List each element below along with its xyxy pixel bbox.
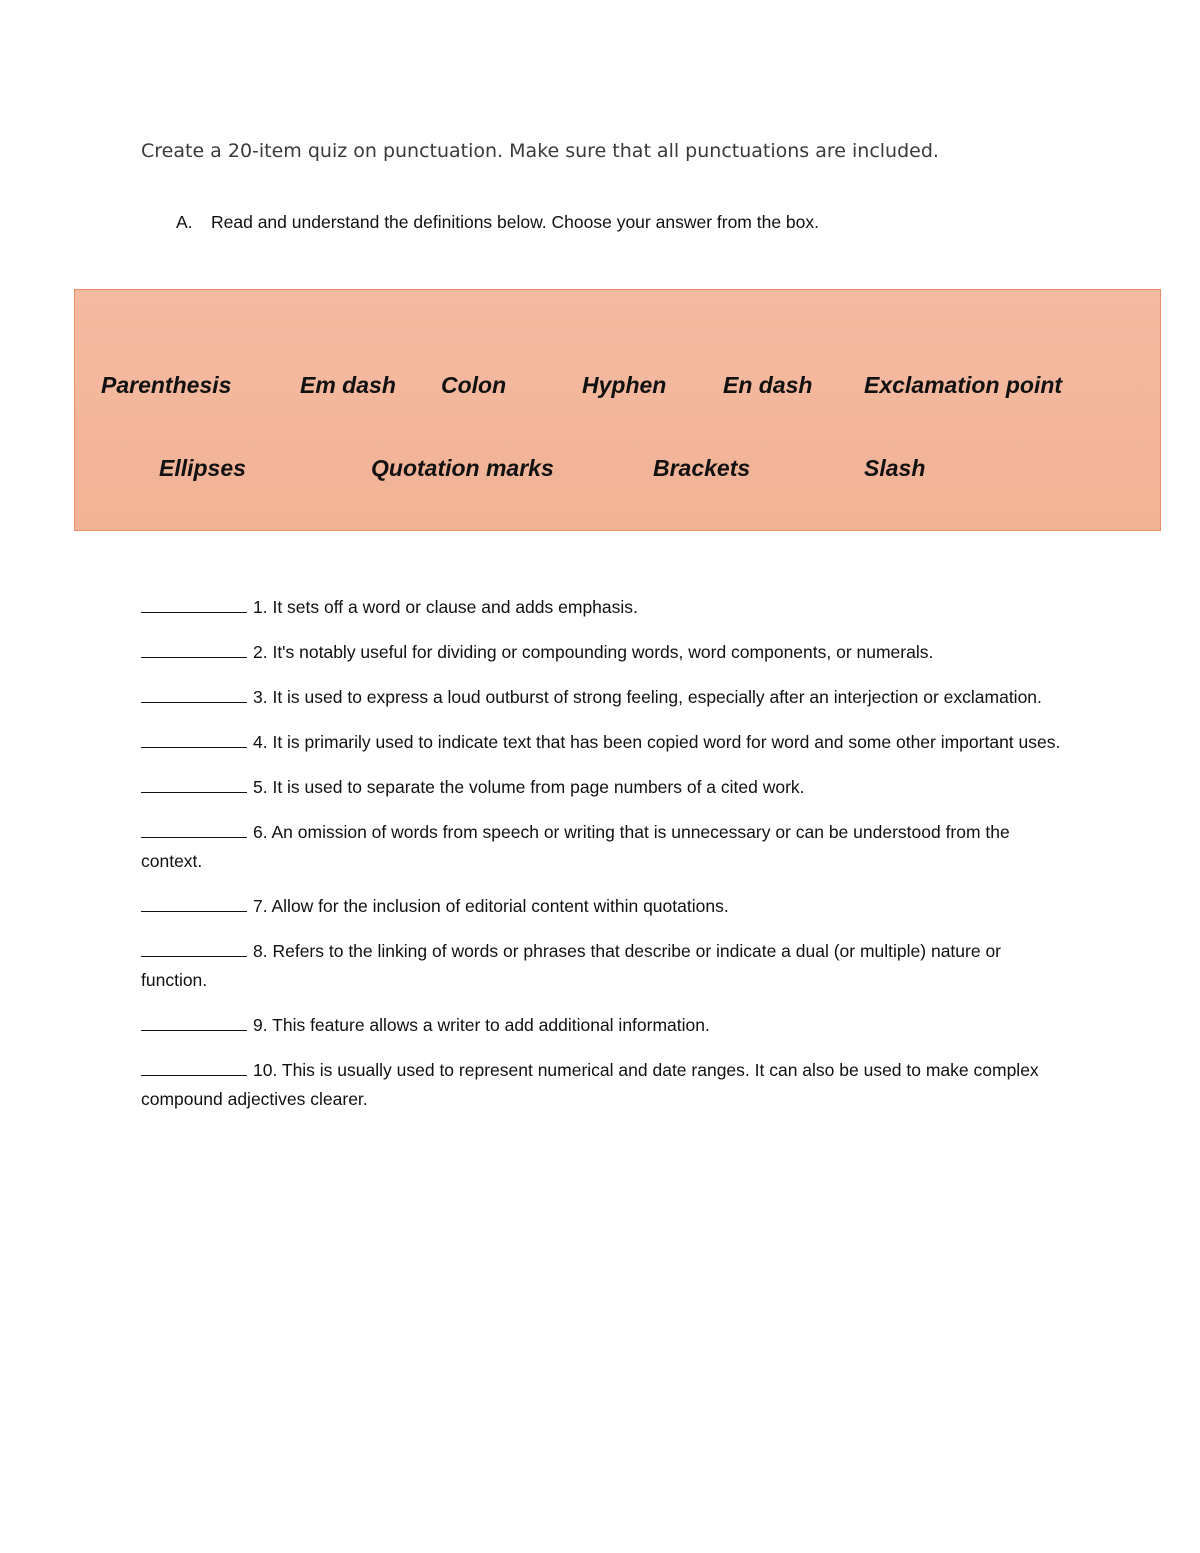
quiz-item [141, 682, 1071, 712]
choice-colon: Colon [441, 372, 507, 398]
answer-blank[interactable] [141, 772, 247, 793]
item-text: 8. Refers to the linking of words or phrases that describe or indicate a dual (or multiple) nature or function. [141, 941, 1002, 990]
quiz-item [141, 1055, 1071, 1114]
answer-blank[interactable] [141, 1055, 247, 1076]
item-text: 1. It sets off a word or clause and adds emphasis. [253, 597, 638, 617]
item-text: 9. This feature allows a writer to add additional information. [253, 1015, 710, 1035]
item-text: 6. An omission of words from speech or writing that is unnecessary or can be understood from the context. [141, 822, 1010, 871]
answer-blank[interactable] [141, 682, 247, 703]
section-marker: A. [176, 212, 193, 232]
choice-quotation-marks: Quotation marks [371, 455, 554, 481]
quiz-item [141, 936, 1071, 995]
answer-blank[interactable] [141, 727, 247, 748]
item-text: 5. It is used to separate the volume from page numbers of a cited work. [253, 777, 805, 797]
answer-blank[interactable] [141, 891, 247, 912]
choice-em-dash: Em dash [300, 372, 396, 398]
quiz-instruction: Create a 20-item quiz on punctuation. Make sure that all punctuations are included. [141, 140, 939, 162]
quiz-item [141, 637, 1071, 667]
choice-brackets: Brackets [653, 455, 751, 481]
quiz-item [141, 817, 1071, 876]
item-text: 3. It is used to express a loud outburst of strong feeling, especially after an interjection or exclamation. [253, 687, 1042, 707]
choice-en-dash: En dash [723, 372, 813, 398]
item-text: 10. This is usually used to represent numerical and date ranges. It can also be used to make complex compound adjectives clearer. [141, 1060, 1039, 1109]
answer-blank[interactable] [141, 1010, 247, 1031]
choice-hyphen: Hyphen [582, 372, 667, 398]
quiz-item [141, 1010, 1071, 1040]
section-text: Read and understand the definitions below. Choose your answer from the box. [211, 212, 820, 232]
answer-blank[interactable] [141, 637, 247, 658]
answer-choice-box [74, 289, 1161, 531]
choice-ellipses: Ellipses [159, 455, 246, 481]
section-a-heading [176, 212, 819, 233]
answer-blank[interactable] [141, 592, 247, 613]
item-text: 7. Allow for the inclusion of editorial content within quotations. [253, 896, 729, 916]
item-text: 2. It's notably useful for dividing or compounding words, word components, or numerals. [253, 642, 934, 662]
quiz-items [141, 592, 1071, 1129]
quiz-item [141, 592, 1071, 622]
quiz-item [141, 772, 1071, 802]
answer-blank[interactable] [141, 936, 247, 957]
quiz-item [141, 727, 1071, 757]
item-text: 4. It is primarily used to indicate text that has been copied word for word and some other important uses. [253, 732, 1061, 752]
answer-blank[interactable] [141, 817, 247, 838]
choice-slash: Slash [864, 455, 926, 481]
quiz-item [141, 891, 1071, 921]
choice-parenthesis: Parenthesis [101, 372, 232, 398]
choice-exclamation-point: Exclamation point [864, 372, 1063, 398]
